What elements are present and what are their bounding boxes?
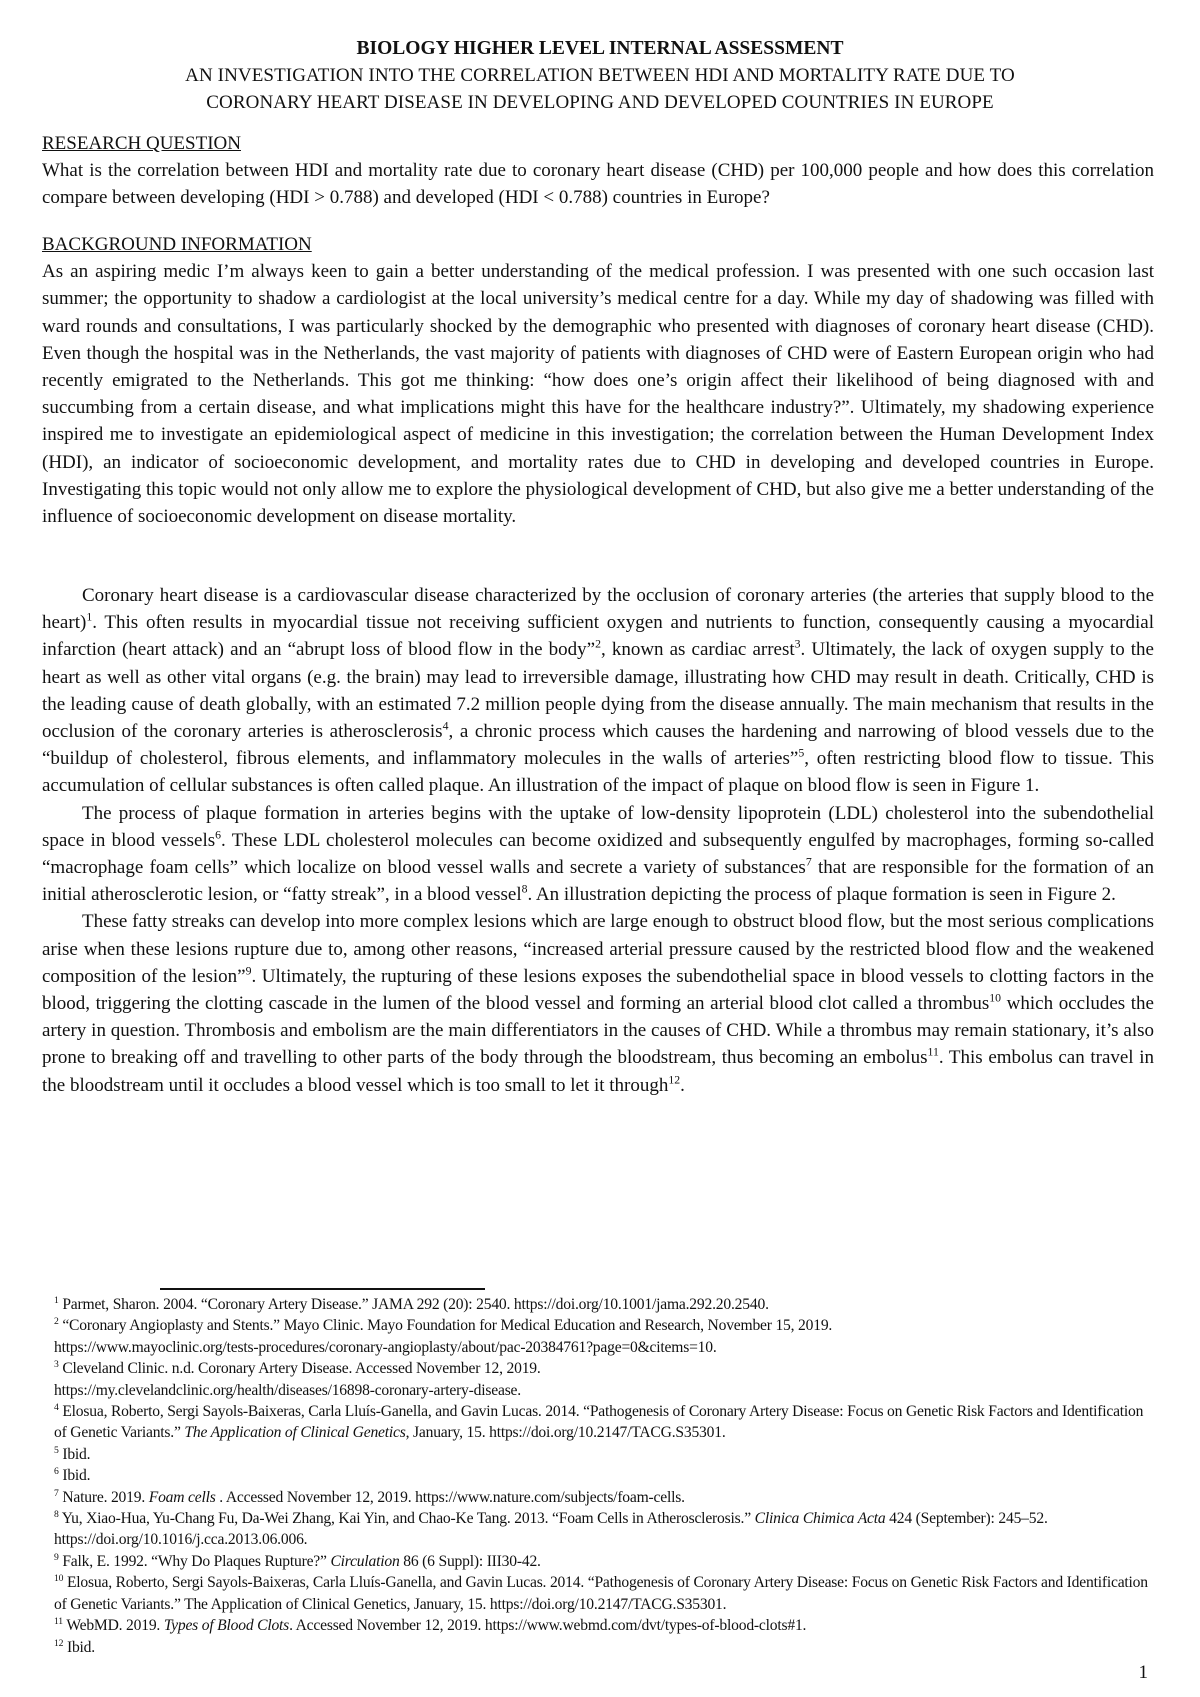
research-question-text: What is the correlation between HDI and mortality rate due to coronary heart disease (CHD) per 100,000 people and how does this correlation compare between developing (HDI > 0.788) and developed (HDI < 0.788) countries in Europe? — [42, 160, 1154, 209]
document-title: BIOLOGY HIGHER LEVEL INTERNAL ASSESSMENT — [356, 38, 844, 59]
footnote-ref-1[interactable]: 1 — [86, 610, 93, 624]
footnote-11: $^{11}$ WebMD. 2019. Types of Blood Clots. Accessed November 12, 2019. https://www.webmd.com/dvt/types-of-blood-clots#1. — [54, 1615, 807, 1635]
footnote-ref-6[interactable]: 6 — [215, 828, 222, 842]
footnote-ref-12[interactable]: 12 — [668, 1073, 681, 1087]
footnote-ref-4[interactable]: 4 — [442, 719, 449, 733]
footnote-ref-8[interactable]: 8 — [521, 882, 528, 896]
footnote-9: $^9$ Falk, E. 1992. “Why Do Plaques Rupture?” Circulation 86 (6 Suppl): III30-42. — [54, 1551, 541, 1570]
research-question-heading: RESEARCH QUESTION — [42, 133, 241, 154]
footnote-separator — [160, 1288, 485, 1290]
footnote-5: $^5$ Ibid. — [54, 1444, 91, 1463]
background-paragraph-3: The process of plaque formation in arteries begins with the uptake of low-density lipoprotein (LDL) cholesterol into the subendothelial space in blood vessels$^6$. These LDL cholesterol molecules can become oxidized and subsequently engulfed by macrophages, forming so-called “macrophage foam cells” which localize on blood vessel walls and secrete a variety of substances$^7$ that are responsible for the formation of an initial atherosclerotic lesion, or “fatty streak”, in a blood vessel$^8$. An illustration depicting the process of plaque formation is seen in Figure 2. — [42, 802, 1154, 906]
footnote-10: $^{10}$ Elosua, Roberto, Sergi Sayols-Baixeras, Carla Lluís-Ganella, and Gavin Lucas. 2014. “Pathogenesis of Coronary Artery Disease: Focus on Genetic Risk Factors and Identification of Genetic Variants.” The Application of Clinical Genetics, January, 15. https://doi.org/10.2147/TACG.S35301. — [54, 1573, 1148, 1613]
background-paragraph-2: Coronary heart disease is a cardiovascular disease characterized by the occlusion of coronary arteries (the arteries that supply blood to the heart)$^1$. This often results in myocardial tissue not receiving sufficient oxygen and nutrients to function, consequently causing a myocardial infarction (heart attack) and an “abrupt loss of blood flow in the body”$^2$, known as cardiac arrest$^3$. Ultimately, the lack of oxygen supply to the heart as well as other vital organs (e.g. the brain) may lead to irreversible damage, illustrating how CHD may result in death. Critically, CHD is the leading cause of death globally, with an estimated 7.2 million people dying from the disease annually. The main mechanism that results in the occlusion of the coronary arteries is atherosclerosis$^4$, a chronic process which causes the hardening and narrowing of blood vessels due to the “buildup of cholesterol, fibrous elements, and inflammatory molecules in the walls of arteries”$^5$, often restricting blood flow to tissue. This accumulation of cellular substances is often called plaque. An illustration of the impact of plaque on blood flow is seen in Figure 1. — [42, 585, 1155, 797]
footnotes — [54, 1294, 1154, 1658]
footnote-12: $^{12}$ Ibid. — [54, 1637, 95, 1656]
page-number: 1 — [1138, 1662, 1148, 1683]
background-body — [42, 582, 1154, 1099]
document-header — [0, 36, 1200, 116]
footnote-4: $^4$ Elosua, Roberto, Sergi Sayols-Baixeras, Carla Lluís-Ganella, and Gavin Lucas. 2014. “Pathogenesis of Coronary Artery Disease: Focus on Genetic Risk Factors and Identification of Genetic Variants.” The Application of Clinical Genetics, January, 15. https://doi.org/10.2147/TACG.S35301. — [54, 1401, 1144, 1442]
footnote-2: $^2$ “Coronary Angioplasty and Stents.” Mayo Clinic. Mayo Foundation for Medical Education and Research, November 15, 2019. https://www.mayoclinic.org/tests-procedures/coronary-angioplasty/about/pac-20384761?page=0&citems=10. — [54, 1316, 833, 1356]
footnote-ref-2[interactable]: 2 — [595, 638, 601, 652]
footnote-ref-3[interactable]: 3 — [794, 638, 801, 652]
footnote-ref-10[interactable]: 10 — [989, 991, 1002, 1005]
background-section — [42, 231, 1154, 530]
document-subtitle-line-1: AN INVESTIGATION INTO THE CORRELATION BETWEEN HDI AND MORTALITY RATE DUE TO — [185, 65, 1015, 86]
footnote-8: $^8$ Yu, Xiao-Hua, Yu-Chang Fu, Da-Wei Zhang, Kai Yin, and Chao-Ke Tang. 2013. “Foam Cells in Atherosclerosis.” Clinica Chimica Acta 424 (September): 245–52. https://doi.org/10.1016/j.cca.2013.06.006. — [54, 1508, 1048, 1549]
footnote-3-url[interactable]: https://my.clevelandclinic.org/health/diseases/16898-coronary-artery-disease. — [54, 1381, 521, 1399]
footnote-ref-11[interactable]: 11 — [927, 1046, 939, 1060]
footnote-ref-7[interactable]: 7 — [805, 855, 812, 869]
footnote-7: $^7$ Nature. 2019. Foam cells . Accessed November 12, 2019. https://www.nature.com/subjects/foam-cells. — [54, 1487, 685, 1506]
footnote-3: $^3$ Cleveland Clinic. n.d. Coronary Artery Disease. Accessed November 12, 2019. https://my.clevelandclinic.org/health/diseases/16898-coronary-artery-disease. — [54, 1359, 541, 1399]
research-question-section — [42, 130, 1154, 212]
background-paragraph-1: As an aspiring medic I’m always keen to gain a better understanding of the medical profession. I was presented with one such occasion last summer; the opportunity to shadow a cardiologist at the local university’s medical centre for a day. While my day of shadowing was filled with ward rounds and consultations, I was particularly shocked by the demographic who presented with diagnoses of coronary heart disease (CHD). Even though the hospital was in the Netherlands, the vast majority of patients with diagnoses of CHD were of Eastern European origin who had recently emigrated to the Netherlands. This got me thinking: “how does one’s origin affect their likelihood of being diagnosed with and succumbing from a certain disease, and what implications might this have for the healthcare industry?”. Ultimately, my shadowing experience inspired me to investigate an epidemiological aspect of medicine in this investigation; the correlation between the Human Development Index (HDI), an indicator of socioeconomic development, and mortality rates due to CHD in developing and developed countries in Europe. Investigating this topic would not only allow me to explore the physiological development of CHD, but also give me a better understanding of the influence of socioeconomic development on disease mortality. — [42, 261, 1154, 528]
footnote-6: $^6$ Ibid. — [54, 1466, 91, 1485]
background-paragraph-4: These fatty streaks can develop into more complex lesions which are large enough to obstruct blood flow, but the most serious complications arise when these lesions rupture due to, among other reasons, “increased arterial pressure caused by the restricted blood flow and the weakened composition of the lesion”$^9$. Ultimately, the rupturing of these lesions exposes the subendothelial space in blood vessels to clotting factors in the blood, triggering the clotting cascade in the lumen of the blood vessel and forming an arterial blood clot called a thrombus$^{10}$ which occludes the artery in question. Thrombosis and embolism are the main differentiators in the causes of CHD. While a thrombus may remain stationary, it’s also prone to breaking off and travelling to other parts of the body through the bloodstream, thus becoming an embolus$^{11}$. This embolus can travel in the bloodstream until it occludes a blood vessel which is too small to let it through$^{12}$. — [42, 911, 1154, 1096]
footnote-2-url[interactable]: https://www.mayoclinic.org/tests-procedures/coronary-angioplasty/about/pac-20384761?page=0&citems=10. — [54, 1338, 717, 1356]
footnote-ref-5[interactable]: 5 — [798, 746, 805, 760]
footnote-ref-9[interactable]: 9 — [245, 964, 252, 978]
background-heading: BACKGROUND INFORMATION — [42, 234, 312, 255]
footnote-1: $^1$ Parmet, Sharon. 2004. “Coronary Artery Disease.” JAMA 292 (20): 2540. https://doi.org/10.1001/jama.292.20.2540. — [54, 1294, 769, 1313]
document-subtitle-line-2: CORONARY HEART DISEASE IN DEVELOPING AND DEVELOPED COUNTRIES IN EUROPE — [206, 92, 994, 113]
